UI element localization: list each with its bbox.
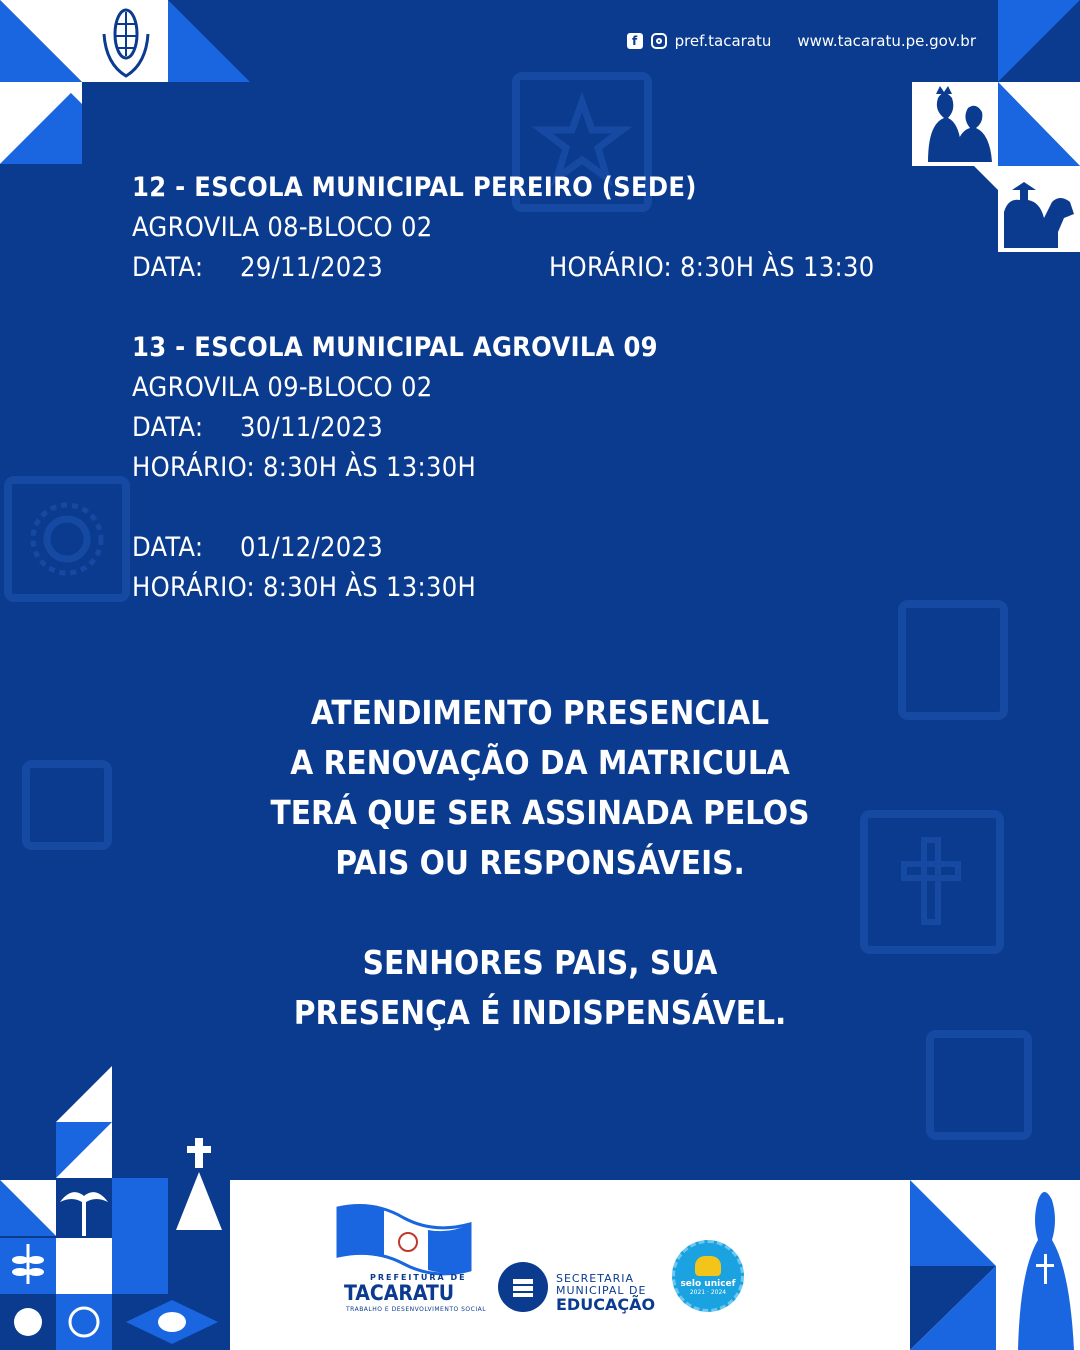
notice-line: PRESENÇA É INDISPENSÁVEL. (293, 993, 787, 1032)
school-12-date-label: DATA: (132, 252, 204, 283)
school-13-time2: HORÁRIO: 8:30H ÀS 13:30H (132, 572, 477, 603)
social-handle[interactable]: pref.tacaratu (674, 32, 772, 50)
school-13-date: 30/11/2023 (240, 412, 383, 443)
school-13-date2-row (132, 528, 658, 568)
top-bar (627, 32, 976, 50)
facebook-icon[interactable]: f (627, 33, 643, 49)
notice-line: TERÁ QUE SER ASSINADA PELOS (270, 793, 810, 832)
secretaria-line2: MUNICIPAL DE (556, 1284, 647, 1297)
geometric-decoration-bottom-right (910, 1180, 1080, 1350)
church-icon (170, 1138, 230, 1230)
school-13-time: HORÁRIO: 8:30H ÀS 13:30H (132, 452, 477, 483)
school-13-date2-label: DATA: (132, 532, 204, 563)
school-12-block (132, 168, 875, 288)
notice-line: A RENOVAÇÃO DA MATRICULA (290, 743, 790, 782)
school-12-time: HORÁRIO: 8:30H ÀS 13:30 (548, 252, 875, 283)
website-link[interactable]: www.tacaratu.pe.gov.br (797, 32, 976, 50)
secretaria-line1: SECRETARIA (556, 1272, 635, 1285)
selo-unicef-badge (672, 1240, 744, 1312)
tacaratu-name: TACARATU (344, 1281, 455, 1305)
school-13-title: 13 - ESCOLA MUNICIPAL AGROVILA 09 (132, 332, 658, 363)
secretaria-line3: EDUCAÇÃO (556, 1295, 656, 1314)
saints-icon (914, 84, 996, 164)
selo-unicef-years: 2021 · 2024 (689, 1289, 727, 1296)
school-13-date-label: DATA: (132, 412, 204, 443)
selo-unicef-text: selo unicef (680, 1279, 736, 1289)
education-logo-icon (498, 1262, 548, 1312)
selo-figure-icon (695, 1256, 721, 1276)
notice-block (0, 688, 1080, 1038)
instagram-icon[interactable] (651, 33, 667, 49)
school-12-address: AGROVILA 08-BLOCO 02 (132, 212, 433, 243)
corn-icon (96, 4, 156, 80)
plant-icon (10, 1240, 46, 1288)
school-13-date-row (132, 408, 658, 448)
school-12-title: 12 - ESCOLA MUNICIPAL PEREIRO (SEDE) (132, 172, 697, 203)
sun-bg-icon (4, 476, 130, 602)
school-13-block (132, 328, 658, 608)
cowboy-horse-icon (998, 168, 1078, 250)
notice-line: PAIS OU RESPONSÁVEIS. (335, 843, 745, 882)
school-13-date2: 01/12/2023 (240, 532, 383, 563)
school-13-address: AGROVILA 09-BLOCO 02 (132, 372, 433, 403)
prefeitura-label: PREFEITURA DE (370, 1273, 467, 1282)
notice-line: SENHORES PAIS, SUA (362, 943, 718, 982)
school-12-schedule (132, 248, 875, 288)
landscape-bg-icon (926, 1030, 1032, 1140)
school-12-date: 29/11/2023 (240, 252, 383, 283)
palm-tree-icon (56, 1180, 112, 1240)
tacaratu-tagline: TRABALHO E DESENVOLVIMENTO SOCIAL (346, 1306, 487, 1313)
notice-line: ATENDIMENTO PRESENCIAL (310, 693, 770, 732)
tacaratu-flag-icon (334, 1200, 474, 1278)
